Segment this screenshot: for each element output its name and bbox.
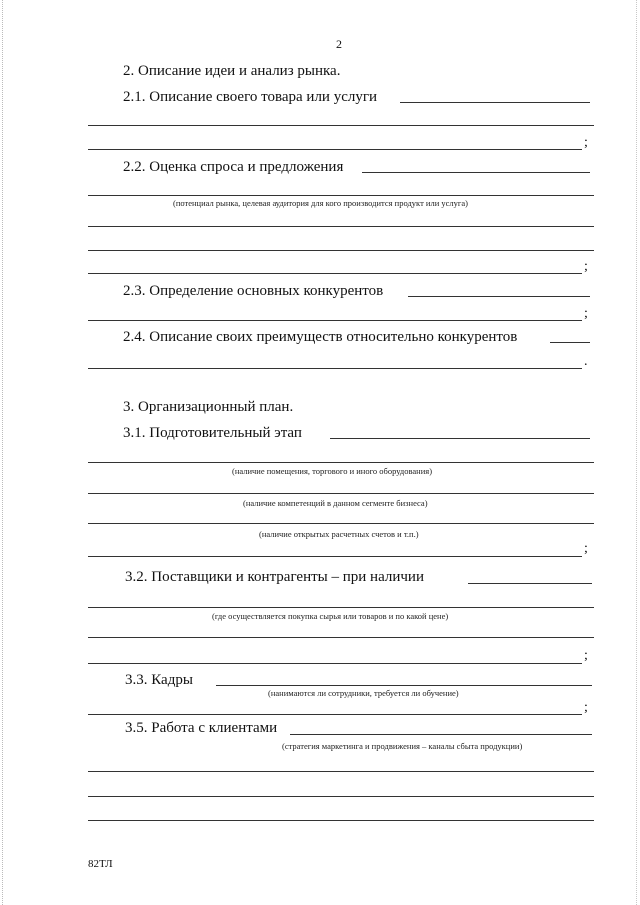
item-2-4-period: .: [584, 354, 588, 369]
section-2-title: 2. Описание идеи и анализ рынка.: [123, 63, 341, 79]
item-3-3-fill-line[interactable]: [216, 685, 592, 686]
item-3-5-label: 3.5. Работа с клиентами: [125, 720, 278, 736]
item-2-1-semicolon: ;: [584, 135, 588, 150]
scan-edge-right: [636, 0, 637, 905]
item-3-1-semicolon: ;: [584, 541, 588, 556]
item-2-1-line-3[interactable]: [88, 149, 582, 150]
item-2-1-fill-line[interactable]: [400, 102, 590, 103]
item-3-2-fill-line[interactable]: [468, 583, 592, 584]
item-2-2-fill-line[interactable]: [362, 172, 590, 173]
item-3-2-line-3[interactable]: [88, 637, 594, 638]
item-2-4-fill-line[interactable]: [550, 342, 590, 343]
item-3-1-label: 3.1. Подготовительный этап: [123, 425, 302, 441]
item-3-5-hint: (стратегия маркетинга и продвижения – каналы сбыта продукции): [282, 741, 523, 751]
item-3-1-hint-3: (наличие открытых расчетных счетов и т.п.): [259, 529, 419, 539]
item-3-2-hint: (где осуществляется покупка сырья или товаров и по какой цене): [212, 611, 449, 621]
item-2-2-line-3[interactable]: [88, 226, 594, 227]
item-3-3-hint: (нанимаются ли сотрудники, требуется ли обучение): [268, 688, 459, 698]
item-2-2-line-4[interactable]: [88, 250, 594, 251]
item-3-1-line-3[interactable]: [88, 493, 594, 494]
item-2-1-label: 2.1. Описание своего товара или услуги: [123, 89, 378, 105]
footer-code: 82ТЛ: [88, 858, 113, 870]
item-3-3-line-2[interactable]: [88, 714, 582, 715]
item-3-2-line-4[interactable]: [88, 663, 582, 664]
item-2-2-hint: (потенциал рынка, целевая аудитория для кого производится продукт или услуга): [173, 198, 468, 208]
item-3-5-line-2[interactable]: [88, 771, 594, 772]
item-3-1-hint-1: (наличие помещения, торгового и иного оборудования): [232, 466, 433, 476]
item-2-2-line-5[interactable]: [88, 273, 582, 274]
scan-edge-left: [2, 0, 3, 905]
item-2-4-line-2[interactable]: [88, 368, 582, 369]
page-number: 2: [336, 37, 342, 51]
item-3-3-semicolon: ;: [584, 700, 588, 715]
item-2-2-semicolon: ;: [584, 259, 588, 274]
item-3-5-fill-line[interactable]: [290, 734, 592, 735]
section-3-title: 3. Организационный план.: [123, 399, 294, 415]
item-3-2-label: 3.2. Поставщики и контрагенты – при наличии: [125, 569, 424, 585]
item-3-1-fill-line[interactable]: [330, 438, 590, 439]
item-3-2-semicolon: ;: [584, 648, 588, 663]
item-3-5-line-4[interactable]: [88, 820, 594, 821]
item-3-1-line-5[interactable]: [88, 556, 582, 557]
item-2-3-label: 2.3. Определение основных конкурентов: [123, 283, 384, 299]
item-2-1-line-2[interactable]: [88, 125, 594, 126]
item-2-2-label: 2.2. Оценка спроса и предложения: [123, 159, 344, 175]
item-3-5-line-3[interactable]: [88, 796, 594, 797]
item-2-3-fill-line[interactable]: [408, 296, 590, 297]
item-2-3-semicolon: ;: [584, 306, 588, 321]
item-3-1-line-4[interactable]: [88, 523, 594, 524]
item-3-3-label: 3.3. Кадры: [125, 672, 193, 688]
item-3-1-hint-2: (наличие компетенций в данном сегменте бизнеса): [243, 498, 428, 508]
item-3-2-line-2[interactable]: [88, 607, 594, 608]
item-2-4-label: 2.4. Описание своих преимуществ относительно конкурентов: [123, 329, 518, 345]
item-2-3-line-2[interactable]: [88, 320, 582, 321]
item-3-1-line-2[interactable]: [88, 462, 594, 463]
item-2-2-line-2[interactable]: [88, 195, 594, 196]
